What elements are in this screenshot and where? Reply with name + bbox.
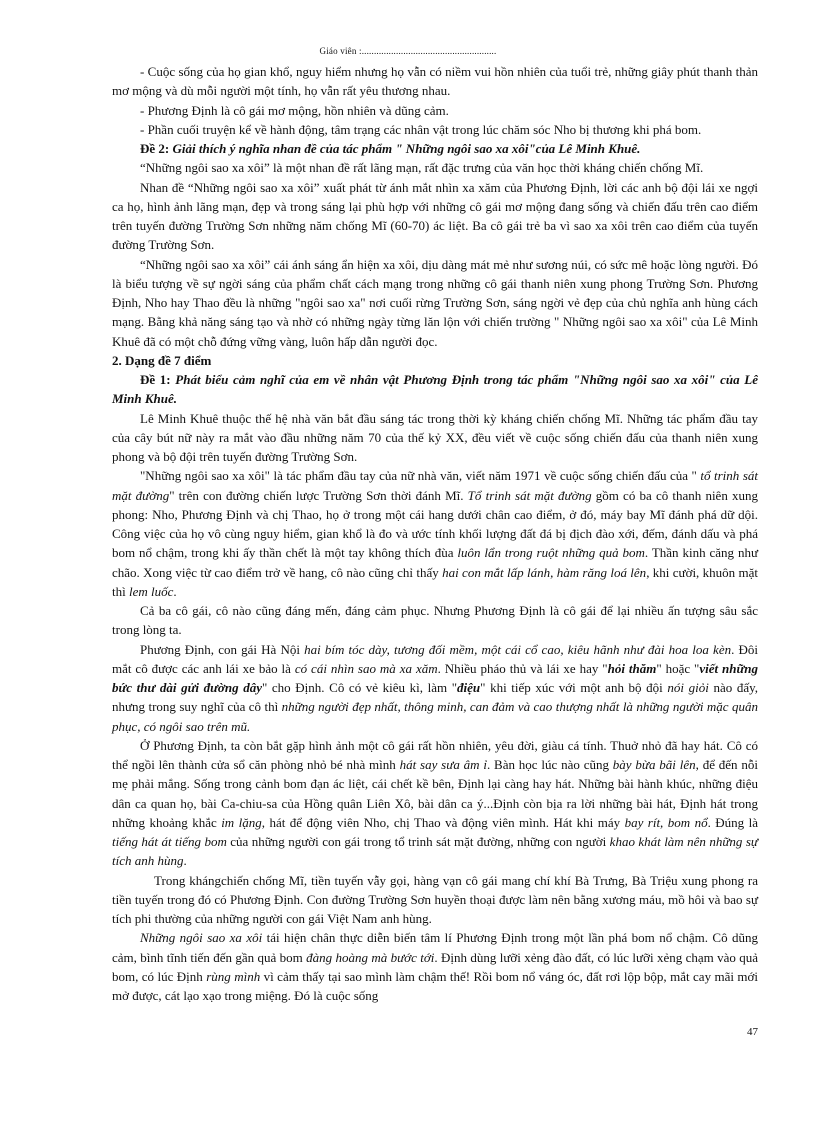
paragraph-p6 [112, 178, 758, 255]
text-segment: Đề 2: [140, 141, 173, 156]
text-segment: hai con mắt lấp lánh, hàm răng loá lên [442, 564, 647, 580]
text-segment: Giải thích ý nghĩa nhan đề của tác phẩm " Những ngôi sao xa xôi"của Lê Minh Khuê. [172, 141, 641, 156]
text-segment: viết những bức thư dài gửi đường dây [112, 660, 759, 695]
paragraph-p10 [112, 409, 758, 467]
text-segment: lem luốc [128, 583, 174, 599]
text-segment: . Đúng là [707, 814, 758, 830]
text-segment: " khi tiếp xúc với một anh bộ đội [480, 680, 668, 695]
text-segment: của những người con gái trong tổ trinh sát mặt đường, những con người [226, 834, 610, 849]
text-segment: Nhan đề “Những ngôi sao xa xôi” xuất phát từ ánh mắt nhìn xa xăm của Phương Định, lời các anh bộ đội lái xe ngợi ca họ, hình ảnh lãng mạn, đẹp và trong sáng lại phù hợp với những cô gái mơ mộng đang sống và chiến đấu trên cao điểm trên tuyến đường Trường Sơn những năm chống Mĩ (60-70) ác liệt. Ba cô gái trẻ ba vì sao xa xôi trên cao điểm của tuyến đường Trường Sơn. [112, 179, 758, 253]
text-segment: Đề 1: [140, 372, 176, 387]
paragraph-p16 [112, 928, 758, 1005]
text-segment: nói giỏi [667, 680, 709, 695]
text-segment: - Cuộc sống của họ gian khổ, nguy hiểm nhưng họ vẫn có niềm vui hồn nhiên của tuổi trẻ, những giây phút thanh thản mơ mộng và dù mỗi người một tính, họ vẫn rất yêu thương nhau. [112, 64, 758, 99]
text-segment: tiếng hát át tiếng bom [112, 834, 227, 849]
text-segment: hát say sưa âm ỉ [399, 757, 487, 772]
paragraph-p15 [112, 871, 758, 929]
text-segment: bay rít, bom nổ [624, 814, 708, 830]
text-segment: hai bím tóc dày, tương đối mềm, một cái cổ cao, kiêu hãnh như đài hoa loa kèn [304, 641, 732, 657]
text-segment: “Những ngôi sao xa xôi” cái ánh sáng ẩn hiện xa xôi, dịu dàng mát mẻ như sương núi, có sức mê hoặc lòng người. Đó là biểu tượng về sự ngời sáng của phẩm chất cách mạng trong những cô gái thanh niên xung phong Trường Sơn. Phương Định, Nho hay Thao đều là những "ngôi sao xa" nơi cuối rừng Trường Sơn, sáng ngời vẻ đẹp của chủ nghĩa anh hùng cách mạng. Bằng khả năng sáng tạo và nhờ có những ngày từng lăn lộn với chiến trường " Những ngôi sao xa xôi" của Lê Minh Khuê đã có một chỗ đứng vững vàng, luôn hấp dẫn người đọc. [112, 256, 758, 349]
paragraph-p8 [112, 351, 758, 370]
text-segment: “Những ngôi sao xa xôi” là một nhan đề rất lãng mạn, rất đặc trưng của văn học thời kháng chiến chống Mĩ. [140, 160, 704, 176]
text-segment: điệu [457, 680, 481, 695]
text-segment: 2. Dạng đề 7 điểm [112, 352, 212, 368]
text-segment: rùng mình [206, 968, 261, 984]
text-segment: những người đẹp nhất, thông minh, can đảm và cao thượng nhất là những người mặc quân phục, có ngôi sao trên mũ. [112, 699, 758, 734]
paragraph-p14 [112, 736, 758, 871]
text-segment: . [183, 853, 187, 869]
text-segment: Ở Phương Định, ta còn bắt gặp hình ảnh một cô gái rất hồn nhiên, yêu đời, giàu cá tính. Thuở nhỏ đã hay hát. Cô có thể ngồi lên thành cửa sổ căn phòng nhỏ bé nhà mình [112, 737, 758, 772]
text-segment: , để đến nỗi mẹ phải mắng. Sống trong cảnh bom đạn ác liệt, cái chết kề bên, Định lại càng hay hát. Những bài hành khúc, những điệu dân ca quan họ, bài Ca-chiu-sa của Hồng quân Liên Xô, bài dân ca ý...Định còn bịa ra lời những bài hát, Định hát trong những khoảng khắc [112, 757, 758, 830]
text-segment: khao khát làm nên những sự tích anh hùng [112, 834, 758, 869]
text-segment: Trong khángchiến chống Mĩ, tiền tuyến vẫy gọi, hàng vạn cô gái mang chí khí Bà Trưng, Bà Triệu xung phong ra tiền tuyến trong đó có Phương Định. Con đường Trường Sơn huyền thoại được làm nên bằng xương máu, mồ hôi và bao sự tích phi thường của những người con gái Việt Nam anh hùng. [112, 872, 758, 926]
text-segment: " hoặc " [656, 660, 700, 676]
paragraph-p11 [112, 466, 758, 601]
text-segment: luôn lẩn trong ruột những quả bom [457, 545, 645, 561]
page-number: 47 [747, 1026, 758, 1038]
text-segment: vì cảm thấy tại sao mình làm chậm thế! Rồi bom nổ váng óc, đất rơi lộp bộp, mắt cay mãi mới mở được, cát lạo xạo trong miệng. Đó là cuộc sống [112, 968, 759, 1003]
paragraph-p7 [112, 255, 758, 351]
paragraph-p2 [112, 101, 758, 120]
document-body [112, 62, 758, 1005]
text-segment: Phương Định, con gái Hà Nội [140, 641, 305, 657]
paragraph-p4 [112, 139, 758, 158]
paragraph-p9 [112, 370, 758, 409]
text-segment: , hát để động viên Nho, chị Thao và động viên mình. Hát khi máy [261, 814, 625, 830]
text-segment: bày bừa bãi lên [612, 757, 696, 772]
page-header: Giáo viên :....................................................... [319, 46, 497, 56]
text-segment: . Đôi mắt cô được các anh lái xe bảo là [112, 641, 759, 676]
text-segment: Lê Minh Khuê thuộc thế hệ nhà văn bắt đầu sáng tác trong thời kỳ kháng chiến chống Mĩ. Những tác phẩm đầu tay của cây bút nữ này ra mắt vào đầu những năm 70 của thế kỷ XX, đều viết về cuộc sống chiến đấu của thanh niên xung phong và bộ đội trên tuyến đường Trường Sơn. [112, 410, 758, 464]
text-segment: . Định dùng lưỡi xẻng đào đất, có lúc lưỡi xẻng chạm vào quả bom, có lúc Định [112, 949, 759, 984]
text-segment: - Phần cuối truyện kể về hành động, tâm trạng các nhân vật trong lúc chăm sóc Nho bị thương khi phá bom. [140, 121, 702, 137]
text-segment: , khi cười, khuôn mặt thì [112, 564, 758, 599]
text-segment: có cái nhìn sao mà xa xăm [294, 660, 438, 676]
text-segment: đàng hoàng mà bước tới [306, 949, 435, 965]
text-segment: tổ trinh sát mặt đường [112, 468, 758, 503]
text-segment: tái hiện chân thực diễn biến tâm lí Phương Định trong một lần phá bom nổ chậm. Cô dũng cảm, bình tĩnh tiến đến gần quả bom [112, 930, 758, 965]
text-segment: Những ngôi sao xa xôi [140, 930, 263, 946]
text-segment: . Nhiều pháo thủ và lái xe hay " [437, 660, 608, 676]
paragraph-p3 [112, 120, 758, 139]
text-segment: " trên con đường chiến lược Trường Sơn thời đánh Mĩ. [169, 487, 468, 503]
text-segment: . Thần kinh căng như chão. Xong việc từ cao điểm trở về hang, cô nào cũng chỉ thấy [112, 545, 758, 580]
text-segment: " cho Định. Cô có vẻ kiêu kì, làm " [262, 680, 458, 695]
text-segment: nào đấy, nhưng trong suy nghĩ của cô thì [112, 680, 758, 715]
paragraph-p5 [112, 158, 758, 177]
text-segment: Cả ba cô gái, cô nào cũng đáng mến, đáng cảm phục. Nhưng Phương Định là cô gái để lại nhiều ấn tượng sâu sắc trong lòng ta. [112, 603, 758, 638]
text-segment: Tổ trinh sát mặt đường [467, 487, 592, 503]
text-segment: im lặng [221, 814, 262, 830]
paragraph-p1 [112, 62, 758, 101]
paragraph-p12 [112, 601, 758, 640]
text-segment: - Phương Định là cô gái mơ mộng, hồn nhiên và dũng cảm. [140, 102, 449, 118]
text-segment: Phát biểu cảm nghĩ của em về nhân vật Phương Định trong tác phẩm "Những ngôi sao xa xôi" của Lê Minh Khuê. [112, 372, 758, 407]
text-segment: hỏi thăm [607, 660, 657, 676]
text-segment: gồm có ba cô thanh niên xung phong: Nho, Phương Định và chị Thao, họ ở trong một cái hang dưới chân cao điểm, ở đó, máy bay Mĩ đánh phá dữ dội. Công việc của họ vô cùng nguy hiểm, gian khổ là đo và ước tính khối lượng đất đá bị địch đào xới, đếm, đánh dấu và phá bom nổ chậm, trong khi ấy thần chết là một tay không thích đùa [112, 487, 758, 561]
text-segment: . Bàn học lúc nào cũng [486, 757, 613, 772]
text-segment: . [173, 583, 177, 599]
text-segment: "Những ngôi sao xa xôi" là tác phẩm đầu tay của nữ nhà văn, viết năm 1971 về cuộc sống chiến đấu của " [140, 468, 701, 484]
paragraph-p13 [112, 640, 758, 736]
